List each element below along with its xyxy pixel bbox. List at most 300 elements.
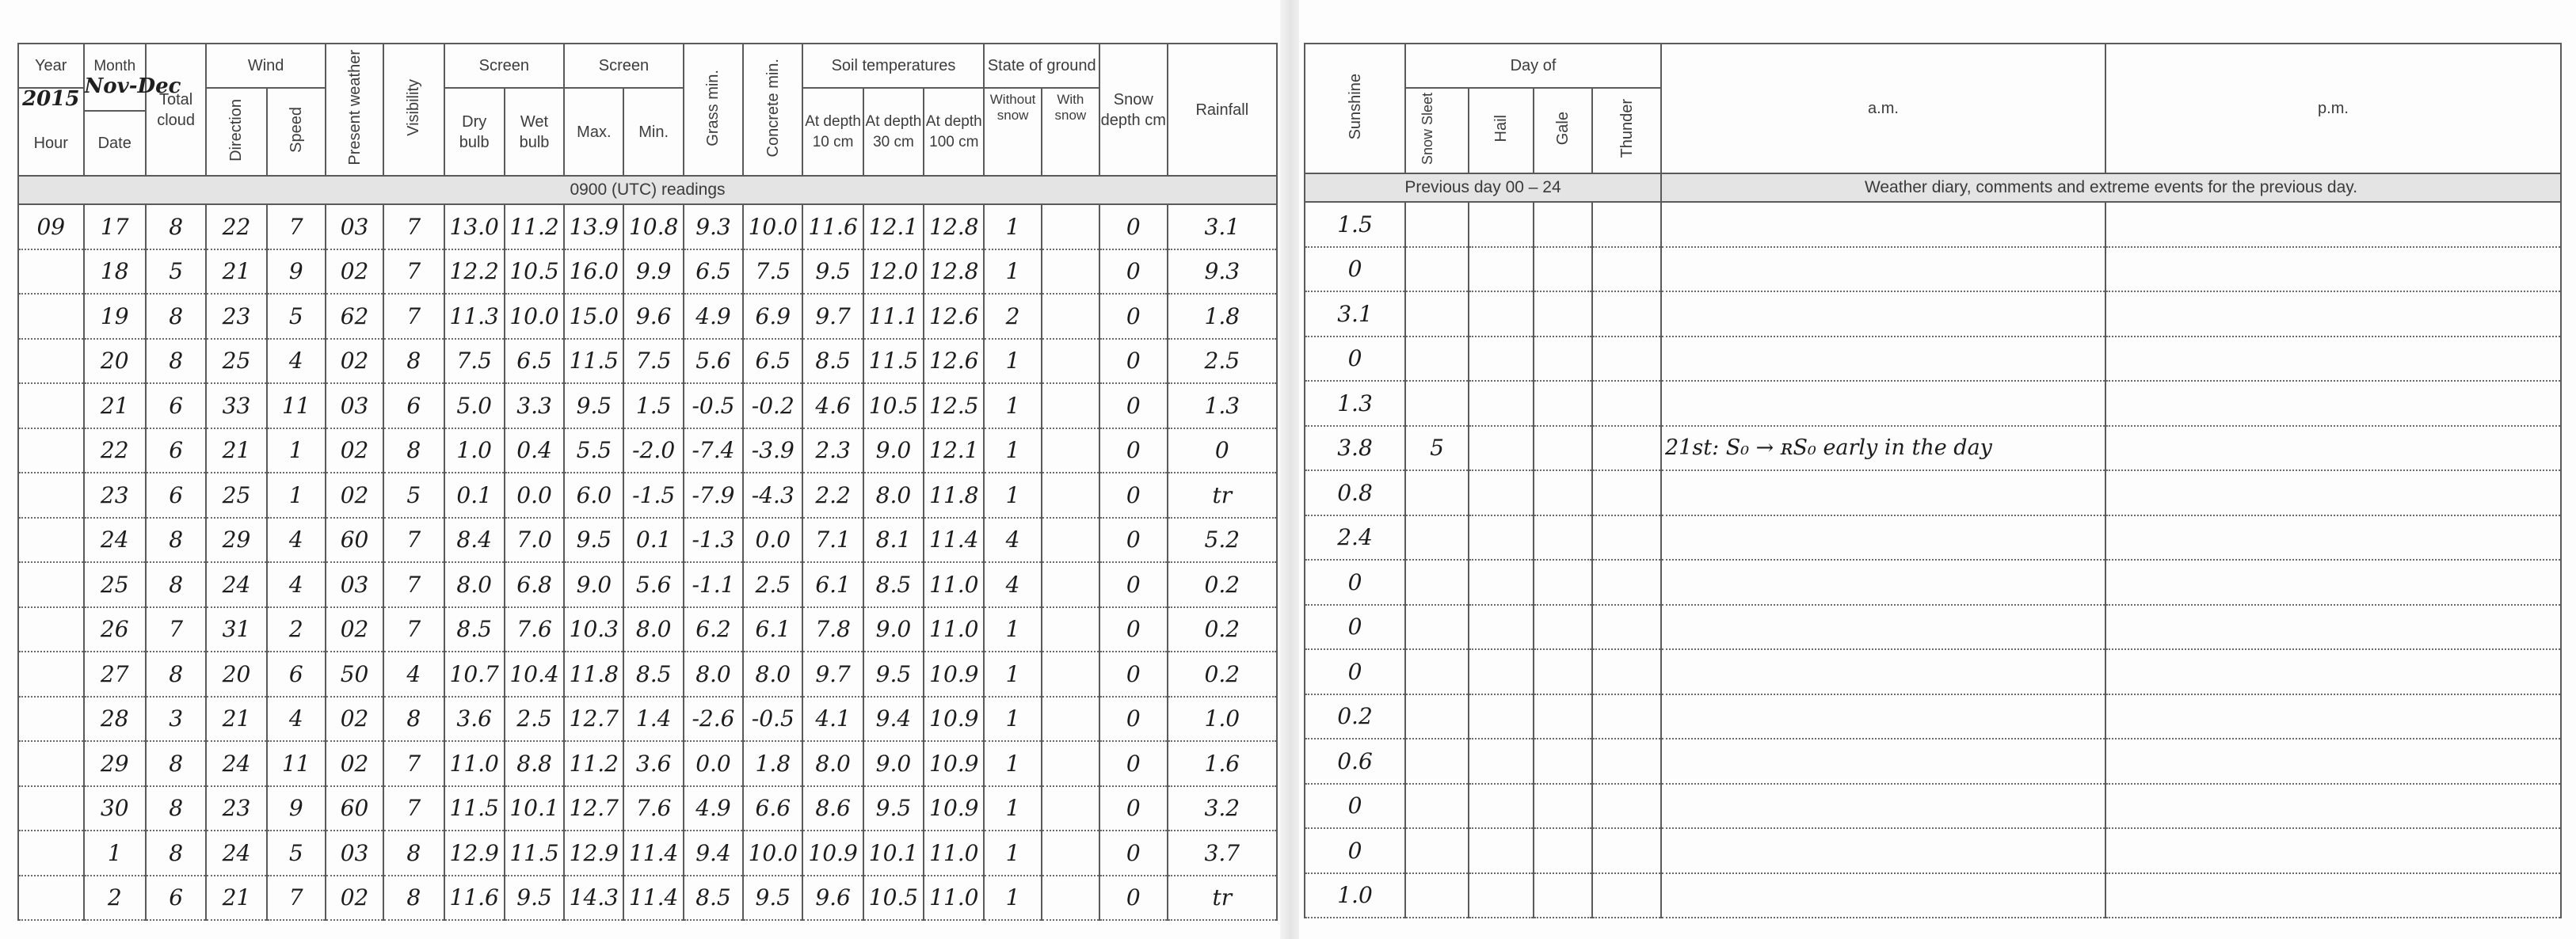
direction-label: Direction — [227, 98, 246, 162]
dry-bulb-cell: 0.1 — [444, 473, 505, 518]
max-temp-cell: 6.0 — [564, 473, 623, 518]
sunshine-cell: 3.8 — [1305, 426, 1405, 471]
ground-without-snow-cell: 1 — [984, 652, 1041, 697]
concrete-min-cell: 7.5 — [743, 249, 802, 295]
diary-am-cell — [1661, 515, 2105, 561]
hour-cell — [18, 383, 84, 428]
snow-sleet-cell — [1405, 336, 1469, 382]
date-cell: 30 — [84, 786, 146, 831]
ground-with-snow-cell — [1042, 428, 1099, 473]
year-value: 2015 — [22, 87, 80, 111]
rainfall-cell: 3.2 — [1168, 786, 1277, 831]
snow-depth-cell: 0 — [1099, 876, 1168, 921]
soil-30cm-cell: 11.1 — [863, 294, 924, 339]
soil-10cm-cell: 4.1 — [802, 697, 863, 742]
snow-sleet-cell — [1405, 202, 1469, 247]
soil-100cm-cell: 10.9 — [924, 741, 984, 786]
diary-am-cell — [1661, 828, 2105, 873]
dry-bulb-cell: 3.6 — [444, 697, 505, 742]
rainfall-cell: 9.3 — [1168, 249, 1277, 295]
wind-direction-cell: 23 — [206, 786, 266, 831]
wet-bulb-cell: 10.5 — [505, 249, 564, 295]
soil-100cm-cell: 10.9 — [924, 652, 984, 697]
ground-without-snow-cell: 1 — [984, 249, 1041, 295]
table-row — [1305, 202, 2561, 247]
snow-sleet-cell — [1405, 605, 1469, 650]
wet-bulb-cell: 11.2 — [505, 204, 564, 249]
ground-with-snow-cell — [1042, 249, 1099, 295]
present-weather-cell: 60 — [326, 786, 383, 831]
max-header: Max. — [564, 88, 623, 176]
table-row — [1305, 470, 2561, 515]
total-cloud-cell: 8 — [146, 831, 206, 876]
wind-direction-cell: 29 — [206, 518, 266, 563]
ground-with-snow-cell — [1042, 473, 1099, 518]
date-cell: 20 — [84, 339, 146, 384]
gale-header — [1534, 88, 1592, 173]
date-cell: 25 — [84, 562, 146, 607]
concrete-min-cell: 6.1 — [743, 607, 802, 652]
diary-pm-cell — [2105, 381, 2561, 426]
dry-bulb-cell: 11.6 — [444, 876, 505, 921]
table-row — [18, 741, 1277, 786]
grass-min-cell: -2.6 — [684, 697, 743, 742]
soil-10cm-cell: 2.3 — [802, 428, 863, 473]
diary-pm-cell — [2105, 470, 2561, 515]
soil-30cm-cell: 12.0 — [863, 249, 924, 295]
present-weather-cell: 62 — [326, 294, 383, 339]
ground-without-snow-cell: 1 — [984, 204, 1041, 249]
soil-10cm-cell: 8.5 — [802, 339, 863, 384]
soil-10cm-cell: 9.5 — [802, 249, 863, 295]
rainfall-cell: 1.8 — [1168, 294, 1277, 339]
date-cell: 21 — [84, 383, 146, 428]
snow-depth-cell: 0 — [1099, 339, 1168, 384]
date-cell: 19 — [84, 294, 146, 339]
total-cloud-cell: 5 — [146, 249, 206, 295]
sunshine-cell: 0.6 — [1305, 739, 1405, 784]
concrete-min-cell: 6.9 — [743, 294, 802, 339]
snow-sleet-cell — [1405, 470, 1469, 515]
hail-label: Hail — [1492, 115, 1510, 143]
hail-cell — [1469, 470, 1534, 515]
date-cell: 1 — [84, 831, 146, 876]
total-cloud-cell: 6 — [146, 473, 206, 518]
table-row — [18, 607, 1277, 652]
diary-pm-cell — [2105, 426, 2561, 471]
soil-30cm-cell: 10.5 — [863, 383, 924, 428]
soil-10-header: At depth 10 cm — [802, 88, 863, 176]
wind-speed-cell: 4 — [267, 518, 326, 563]
sunshine-cell: 0 — [1305, 336, 1405, 382]
concrete-min-header — [743, 44, 802, 176]
soil-30cm-cell: 9.0 — [863, 607, 924, 652]
hail-cell — [1469, 873, 1534, 918]
rainfall-cell: 1.0 — [1168, 697, 1277, 742]
thunder-cell — [1592, 247, 1661, 292]
visibility-cell: 8 — [383, 831, 444, 876]
diary-am-cell — [1661, 649, 2105, 694]
soil-30cm-cell: 11.5 — [863, 339, 924, 384]
wind-speed-cell: 6 — [267, 652, 326, 697]
sunshine-cell: 2.4 — [1305, 515, 1405, 561]
sunshine-cell: 1.0 — [1305, 873, 1405, 918]
hour-cell — [18, 786, 84, 831]
snow-sleet-header — [1405, 88, 1469, 173]
ground-without-snow-cell: 1 — [984, 786, 1041, 831]
month-label: Month — [93, 57, 136, 74]
ground-with-snow-cell — [1042, 518, 1099, 563]
hail-cell — [1469, 515, 1534, 561]
soil-100cm-cell: 11.4 — [924, 518, 984, 563]
concrete-min-cell: 2.5 — [743, 562, 802, 607]
max-temp-cell: 11.8 — [564, 652, 623, 697]
date-cell: 17 — [84, 204, 146, 249]
dry-bulb-cell: 13.0 — [444, 204, 505, 249]
total-cloud-cell: 8 — [146, 339, 206, 384]
grass-min-cell: -0.5 — [684, 383, 743, 428]
concrete-min-cell: 6.6 — [743, 786, 802, 831]
soil-100cm-cell: 12.1 — [924, 428, 984, 473]
concrete-min-cell: -0.2 — [743, 383, 802, 428]
wind-direction-cell: 31 — [206, 607, 266, 652]
sunshine-cell: 0 — [1305, 828, 1405, 873]
rainfall-cell: tr — [1168, 876, 1277, 921]
table-row — [1305, 784, 2561, 829]
table-row — [1305, 828, 2561, 873]
thunder-cell — [1592, 739, 1661, 784]
wind-direction-cell: 33 — [206, 383, 266, 428]
diary-am-cell: 21st: S₀ → ʀS₀ early in the day — [1661, 426, 2105, 471]
gale-cell — [1534, 470, 1592, 515]
rainfall-cell: 1.6 — [1168, 741, 1277, 786]
visibility-cell: 7 — [383, 249, 444, 295]
sunshine-cell: 3.1 — [1305, 291, 1405, 336]
soil-100cm-cell: 11.0 — [924, 562, 984, 607]
speed-header — [267, 88, 326, 176]
snow-depth-cell: 0 — [1099, 786, 1168, 831]
present-weather-cell: 03 — [326, 204, 383, 249]
table-row — [18, 697, 1277, 742]
snow-sleet-cell — [1405, 515, 1469, 561]
table-row — [18, 562, 1277, 607]
day-of-header: Day of — [1405, 44, 1661, 88]
min-temp-cell: 0.1 — [623, 518, 683, 563]
snow-depth-cell: 0 — [1099, 383, 1168, 428]
min-temp-cell: 8.5 — [623, 652, 683, 697]
snow-depth-cell: 0 — [1099, 204, 1168, 249]
total-cloud-cell: 8 — [146, 204, 206, 249]
hour-cell: 09 — [18, 204, 84, 249]
soil-30cm-cell: 9.5 — [863, 786, 924, 831]
concrete-min-cell: 6.5 — [743, 339, 802, 384]
wind-header: Wind — [206, 44, 326, 88]
sunshine-cell: 1.5 — [1305, 202, 1405, 247]
wind-speed-cell: 1 — [267, 473, 326, 518]
table-row — [18, 294, 1277, 339]
diary-pm-cell — [2105, 784, 2561, 829]
dry-bulb-header: Dry bulb — [444, 88, 505, 176]
soil-30cm-cell: 9.4 — [863, 697, 924, 742]
present-weather-cell: 03 — [326, 562, 383, 607]
total-cloud-cell: 8 — [146, 294, 206, 339]
date-cell: 26 — [84, 607, 146, 652]
min-temp-cell: -1.5 — [623, 473, 683, 518]
hail-cell — [1469, 336, 1534, 382]
total-cloud-cell: 8 — [146, 786, 206, 831]
concrete-min-cell: 9.5 — [743, 876, 802, 921]
sunshine-cell: 0 — [1305, 560, 1405, 605]
sunshine-cell: 0 — [1305, 649, 1405, 694]
visibility-label: Visibility — [405, 79, 423, 136]
ground-with-snow-cell — [1042, 741, 1099, 786]
thunder-cell — [1592, 560, 1661, 605]
rainfall-cell: 0.2 — [1168, 652, 1277, 697]
gale-cell — [1534, 560, 1592, 605]
present-weather-cell: 02 — [326, 249, 383, 295]
table-row — [18, 518, 1277, 563]
hour-cell — [18, 518, 84, 563]
visibility-cell: 7 — [383, 518, 444, 563]
grass-min-cell: -7.9 — [684, 473, 743, 518]
visibility-cell: 7 — [383, 786, 444, 831]
soil-100cm-cell: 12.8 — [924, 249, 984, 295]
previous-day-band: Previous day 00 – 24 — [1305, 173, 1661, 202]
diary-pm-cell — [2105, 649, 2561, 694]
sunshine-cell: 1.3 — [1305, 381, 1405, 426]
wind-speed-cell: 9 — [267, 249, 326, 295]
grass-min-label: Grass min. — [704, 69, 722, 146]
present-weather-cell: 03 — [326, 831, 383, 876]
soil-10cm-cell: 9.7 — [802, 294, 863, 339]
hour-cell — [18, 294, 84, 339]
grass-min-cell: 0.0 — [684, 741, 743, 786]
table-row — [18, 652, 1277, 697]
grass-min-header — [684, 44, 743, 176]
sunshine-label: Sunshine — [1346, 73, 1364, 140]
present-weather-cell: 50 — [326, 652, 383, 697]
table-row — [1305, 515, 2561, 561]
ground-with-snow-cell — [1042, 652, 1099, 697]
dry-bulb-cell: 10.7 — [444, 652, 505, 697]
visibility-cell: 6 — [383, 383, 444, 428]
concrete-min-cell: 10.0 — [743, 831, 802, 876]
table-row — [1305, 694, 2561, 739]
year-value-cell — [18, 88, 84, 111]
wet-bulb-cell: 9.5 — [505, 876, 564, 921]
wind-direction-cell: 25 — [206, 473, 266, 518]
present-weather-cell: 02 — [326, 428, 383, 473]
wind-direction-cell: 24 — [206, 831, 266, 876]
gale-cell — [1534, 873, 1592, 918]
max-temp-cell: 14.3 — [564, 876, 623, 921]
min-temp-cell: 1.5 — [623, 383, 683, 428]
wind-direction-cell: 23 — [206, 294, 266, 339]
ground-with-snow-cell — [1042, 831, 1099, 876]
sunshine-cell: 0.8 — [1305, 470, 1405, 515]
soil-30cm-cell: 9.5 — [863, 652, 924, 697]
soil-100cm-cell: 11.0 — [924, 831, 984, 876]
grass-min-cell: 5.6 — [684, 339, 743, 384]
hour-cell — [18, 697, 84, 742]
gale-cell — [1534, 381, 1592, 426]
with-snow-header: With snow — [1042, 88, 1099, 176]
wind-direction-cell: 21 — [206, 249, 266, 295]
hail-cell — [1469, 605, 1534, 650]
diary-am-cell — [1661, 336, 2105, 382]
hour-cell — [18, 562, 84, 607]
min-temp-cell: -2.0 — [623, 428, 683, 473]
table-row — [1305, 873, 2561, 918]
date-cell: 24 — [84, 518, 146, 563]
soil-10cm-cell: 4.6 — [802, 383, 863, 428]
dry-bulb-cell: 7.5 — [444, 339, 505, 384]
diary-table — [1304, 43, 2562, 918]
soil-10cm-cell: 9.7 — [802, 652, 863, 697]
gale-cell — [1534, 247, 1592, 292]
min-temp-cell: 7.5 — [623, 339, 683, 384]
ground-without-snow-cell: 4 — [984, 562, 1041, 607]
thunder-header — [1592, 88, 1661, 173]
hail-cell — [1469, 739, 1534, 784]
present-weather-cell: 02 — [326, 607, 383, 652]
visibility-cell: 7 — [383, 562, 444, 607]
snow-depth-cell: 0 — [1099, 518, 1168, 563]
ground-with-snow-cell — [1042, 876, 1099, 921]
wind-speed-cell: 1 — [267, 428, 326, 473]
soil-100cm-cell: 12.5 — [924, 383, 984, 428]
wind-speed-cell: 4 — [267, 562, 326, 607]
sunshine-cell: 0.2 — [1305, 694, 1405, 739]
snow-depth-cell: 0 — [1099, 562, 1168, 607]
table-row — [1305, 381, 2561, 426]
table-row — [1305, 560, 2561, 605]
diary-am-cell — [1661, 784, 2105, 829]
thunder-cell — [1592, 649, 1661, 694]
diary-am-cell — [1661, 381, 2105, 426]
soil-10cm-cell: 9.6 — [802, 876, 863, 921]
table-row — [18, 786, 1277, 831]
concrete-min-cell: -0.5 — [743, 697, 802, 742]
hail-cell — [1469, 291, 1534, 336]
visibility-cell: 7 — [383, 607, 444, 652]
present-weather-cell: 03 — [326, 383, 383, 428]
ground-without-snow-cell: 1 — [984, 831, 1041, 876]
soil-100cm-cell: 11.8 — [924, 473, 984, 518]
max-temp-cell: 10.3 — [564, 607, 623, 652]
max-temp-cell: 16.0 — [564, 249, 623, 295]
total-cloud-cell: 8 — [146, 652, 206, 697]
visibility-cell: 7 — [383, 204, 444, 249]
concrete-min-cell: 8.0 — [743, 652, 802, 697]
table-row — [1305, 426, 2561, 471]
hail-header — [1469, 88, 1534, 173]
diary-pm-cell — [2105, 605, 2561, 650]
thunder-cell — [1592, 470, 1661, 515]
hour-cell — [18, 428, 84, 473]
diary-am-cell — [1661, 291, 2105, 336]
soil-100cm-cell: 12.8 — [924, 204, 984, 249]
snow-depth-cell: 0 — [1099, 652, 1168, 697]
thunder-cell — [1592, 605, 1661, 650]
ground-with-snow-cell — [1042, 204, 1099, 249]
ground-without-snow-cell: 1 — [984, 383, 1041, 428]
present-weather-label: Present weather — [345, 50, 364, 165]
right-page — [1299, 0, 2576, 939]
wet-bulb-cell: 2.5 — [505, 697, 564, 742]
ground-with-snow-cell — [1042, 339, 1099, 384]
present-weather-cell: 02 — [326, 697, 383, 742]
date-cell: 28 — [84, 697, 146, 742]
thunder-cell — [1592, 202, 1661, 247]
wet-bulb-cell: 7.6 — [505, 607, 564, 652]
soil-30cm-cell: 8.5 — [863, 562, 924, 607]
sunshine-header — [1305, 44, 1405, 173]
concrete-min-cell: 10.0 — [743, 204, 802, 249]
total-cloud-cell: 3 — [146, 697, 206, 742]
snow-sleet-cell — [1405, 739, 1469, 784]
visibility-cell: 8 — [383, 339, 444, 384]
total-cloud-cell: 8 — [146, 518, 206, 563]
grass-min-cell: 9.3 — [684, 204, 743, 249]
hour-cell — [18, 607, 84, 652]
grass-min-cell: 6.5 — [684, 249, 743, 295]
table-row — [18, 339, 1277, 384]
concrete-min-cell: 1.8 — [743, 741, 802, 786]
hour-cell — [18, 249, 84, 295]
snow-depth-cell: 0 — [1099, 428, 1168, 473]
dry-bulb-cell: 8.5 — [444, 607, 505, 652]
wind-speed-cell: 11 — [267, 383, 326, 428]
visibility-cell: 8 — [383, 428, 444, 473]
diary-am-cell — [1661, 470, 2105, 515]
wind-direction-cell: 21 — [206, 697, 266, 742]
diary-am-cell — [1661, 202, 2105, 247]
soil-100cm-cell: 10.9 — [924, 697, 984, 742]
soil-30cm-cell: 9.0 — [863, 428, 924, 473]
gale-cell — [1534, 828, 1592, 873]
ground-without-snow-cell: 4 — [984, 518, 1041, 563]
soil-100cm-cell: 12.6 — [924, 339, 984, 384]
ground-without-snow-cell: 1 — [984, 876, 1041, 921]
table-row — [18, 383, 1277, 428]
soil-100cm-cell: 10.9 — [924, 786, 984, 831]
present-weather-cell: 02 — [326, 876, 383, 921]
year-header: Year — [18, 44, 84, 88]
state-of-ground-header: State of ground — [984, 44, 1099, 88]
min-temp-cell: 11.4 — [623, 876, 683, 921]
wet-bulb-cell: 6.5 — [505, 339, 564, 384]
visibility-header — [383, 44, 444, 176]
snow-depth-cell: 0 — [1099, 249, 1168, 295]
grass-min-cell: 4.9 — [684, 294, 743, 339]
diary-pm-cell — [2105, 291, 2561, 336]
ground-without-snow-cell: 1 — [984, 339, 1041, 384]
diary-band: Weather diary, comments and extreme events for the previous day. — [1661, 173, 2561, 202]
max-temp-cell: 11.5 — [564, 339, 623, 384]
soil-30cm-cell: 9.0 — [863, 741, 924, 786]
dry-bulb-cell: 5.0 — [444, 383, 505, 428]
table-row — [1305, 605, 2561, 650]
grass-min-cell: 6.2 — [684, 607, 743, 652]
rainfall-cell: 0.2 — [1168, 607, 1277, 652]
table-row — [18, 428, 1277, 473]
hour-cell — [18, 473, 84, 518]
hail-cell — [1469, 649, 1534, 694]
diary-am-cell — [1661, 560, 2105, 605]
thunder-cell — [1592, 336, 1661, 382]
soil-100cm-cell: 11.0 — [924, 607, 984, 652]
